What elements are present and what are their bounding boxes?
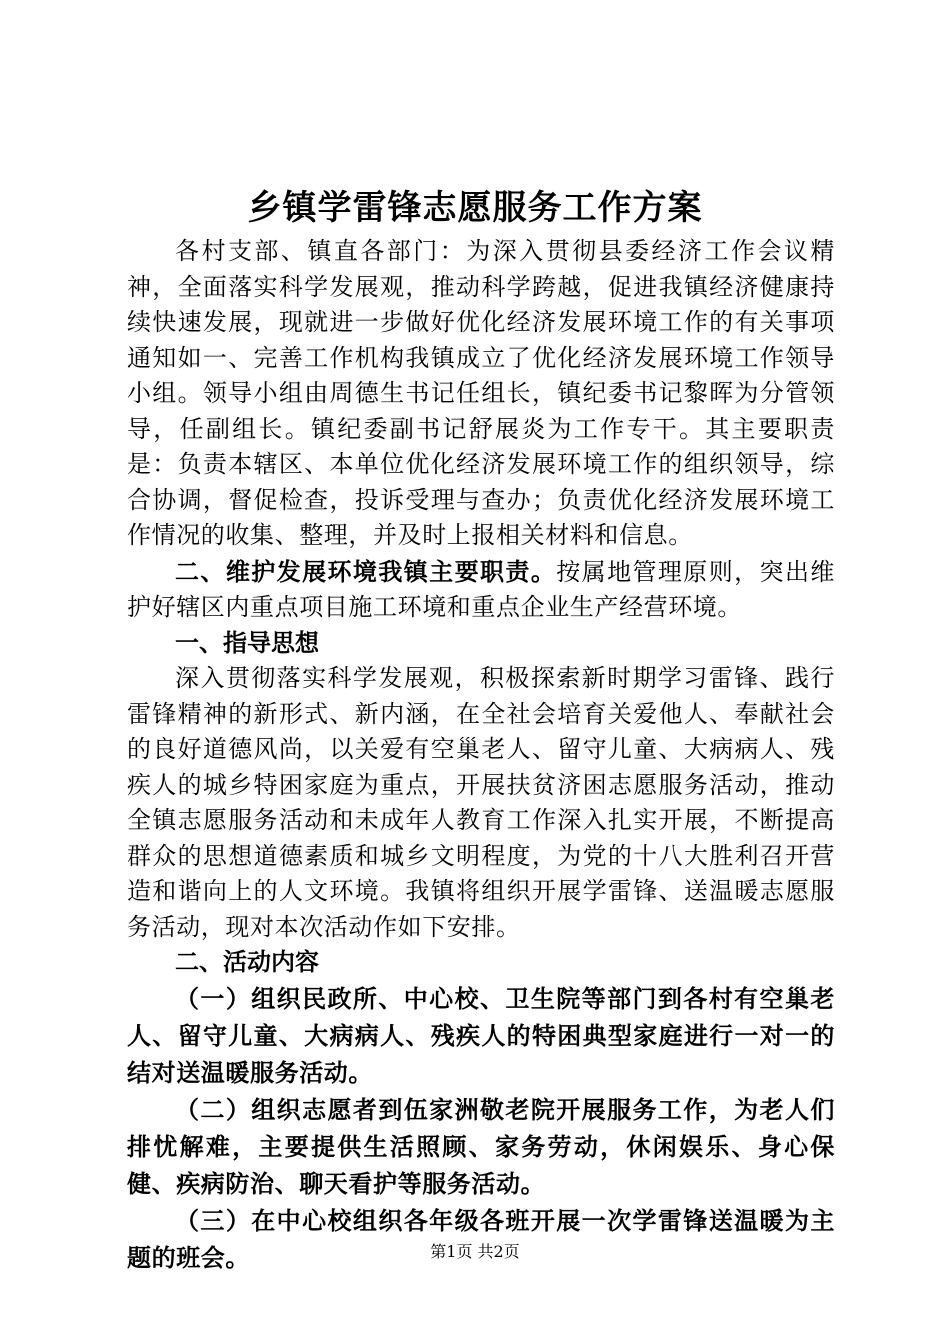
activity-item-3: （三）在中心校组织各年级各班开展一次学雷锋送温暖为主题的班会。 bbox=[127, 1206, 835, 1272]
section2-paragraph bbox=[127, 554, 835, 626]
page-footer: 第1页 共2页 bbox=[430, 1242, 520, 1261]
guiding-paragraph: 深入贯彻落实科学发展观，积极探索新时期学习雷锋、践行雷锋精神的新形式、新内涵，在全社会培育关爱他人、奉献社会的良好道德风尚，以关爱有空巢老人、留守儿童、大病病人、残疾人的城乡特困家庭为重点，开展扶贫济困志愿服务活动，推动全镇志愿服务活动和未成年人教育工作深入扎实开展，不断提高群众的思想道德素质和城乡文明程度，为党的十八大胜利召开营造和谐向上的人文环境。我镇将组织开展学雷锋、送温暖志愿服务活动，现对本次活动作如下安排。 bbox=[127, 664, 835, 941]
activity-item-1: （一）组织民政所、中心校、卫生院等部门到各村有空巢老人、留守儿童、大病病人、残疾人的特困典型家庭进行一对一的结对送温暖服务活动。 bbox=[127, 984, 835, 1087]
heading-activity-content: 二、活动内容 bbox=[175, 948, 319, 976]
document-title: 乡镇学雷锋志愿服务工作方案 bbox=[247, 188, 703, 228]
section2-text: 按属地管理原则，突出维护好辖区内重点项目施工环境和重点企业生产经营环境。 bbox=[127, 557, 835, 621]
activity-item-2: （二）组织志愿者到伍家洲敬老院开展服务工作，为老人们排忧解难，主要提供生活照顾、家务劳动，休闲娱乐、身心保健、疾病防治、聊天看护等服务活动。 bbox=[127, 1095, 835, 1198]
heading-guiding-ideology: 一、指导思想 bbox=[175, 628, 319, 657]
intro-paragraph: 各村支部、镇直各部门：为深入贯彻县委经济工作会议精神，全面落实科学发展观，推动科学跨越，促进我镇经济健康持续快速发展，现就进一步做好优化经济发展环境工作的有关事项通知如一、完善工作机构我镇成立了优化经济发展环境工作领导小组。领导小组由周德生书记任组长，镇纪委书记黎晖为分管领导，任副组长。镇纪委副书记舒展炎为工作专干。其主要职责是：负责本辖区、本单位优化经济发展环境工作的组织领导，综合协调，督促检查，投诉受理与查办；负责优化经济发展环境工作情况的收集、整理，并及时上报相关材料和信息。 bbox=[127, 237, 835, 549]
section2-bold-heading: 二、维护发展环境我镇主要职责。 bbox=[175, 556, 557, 586]
document-body bbox=[127, 234, 835, 1277]
